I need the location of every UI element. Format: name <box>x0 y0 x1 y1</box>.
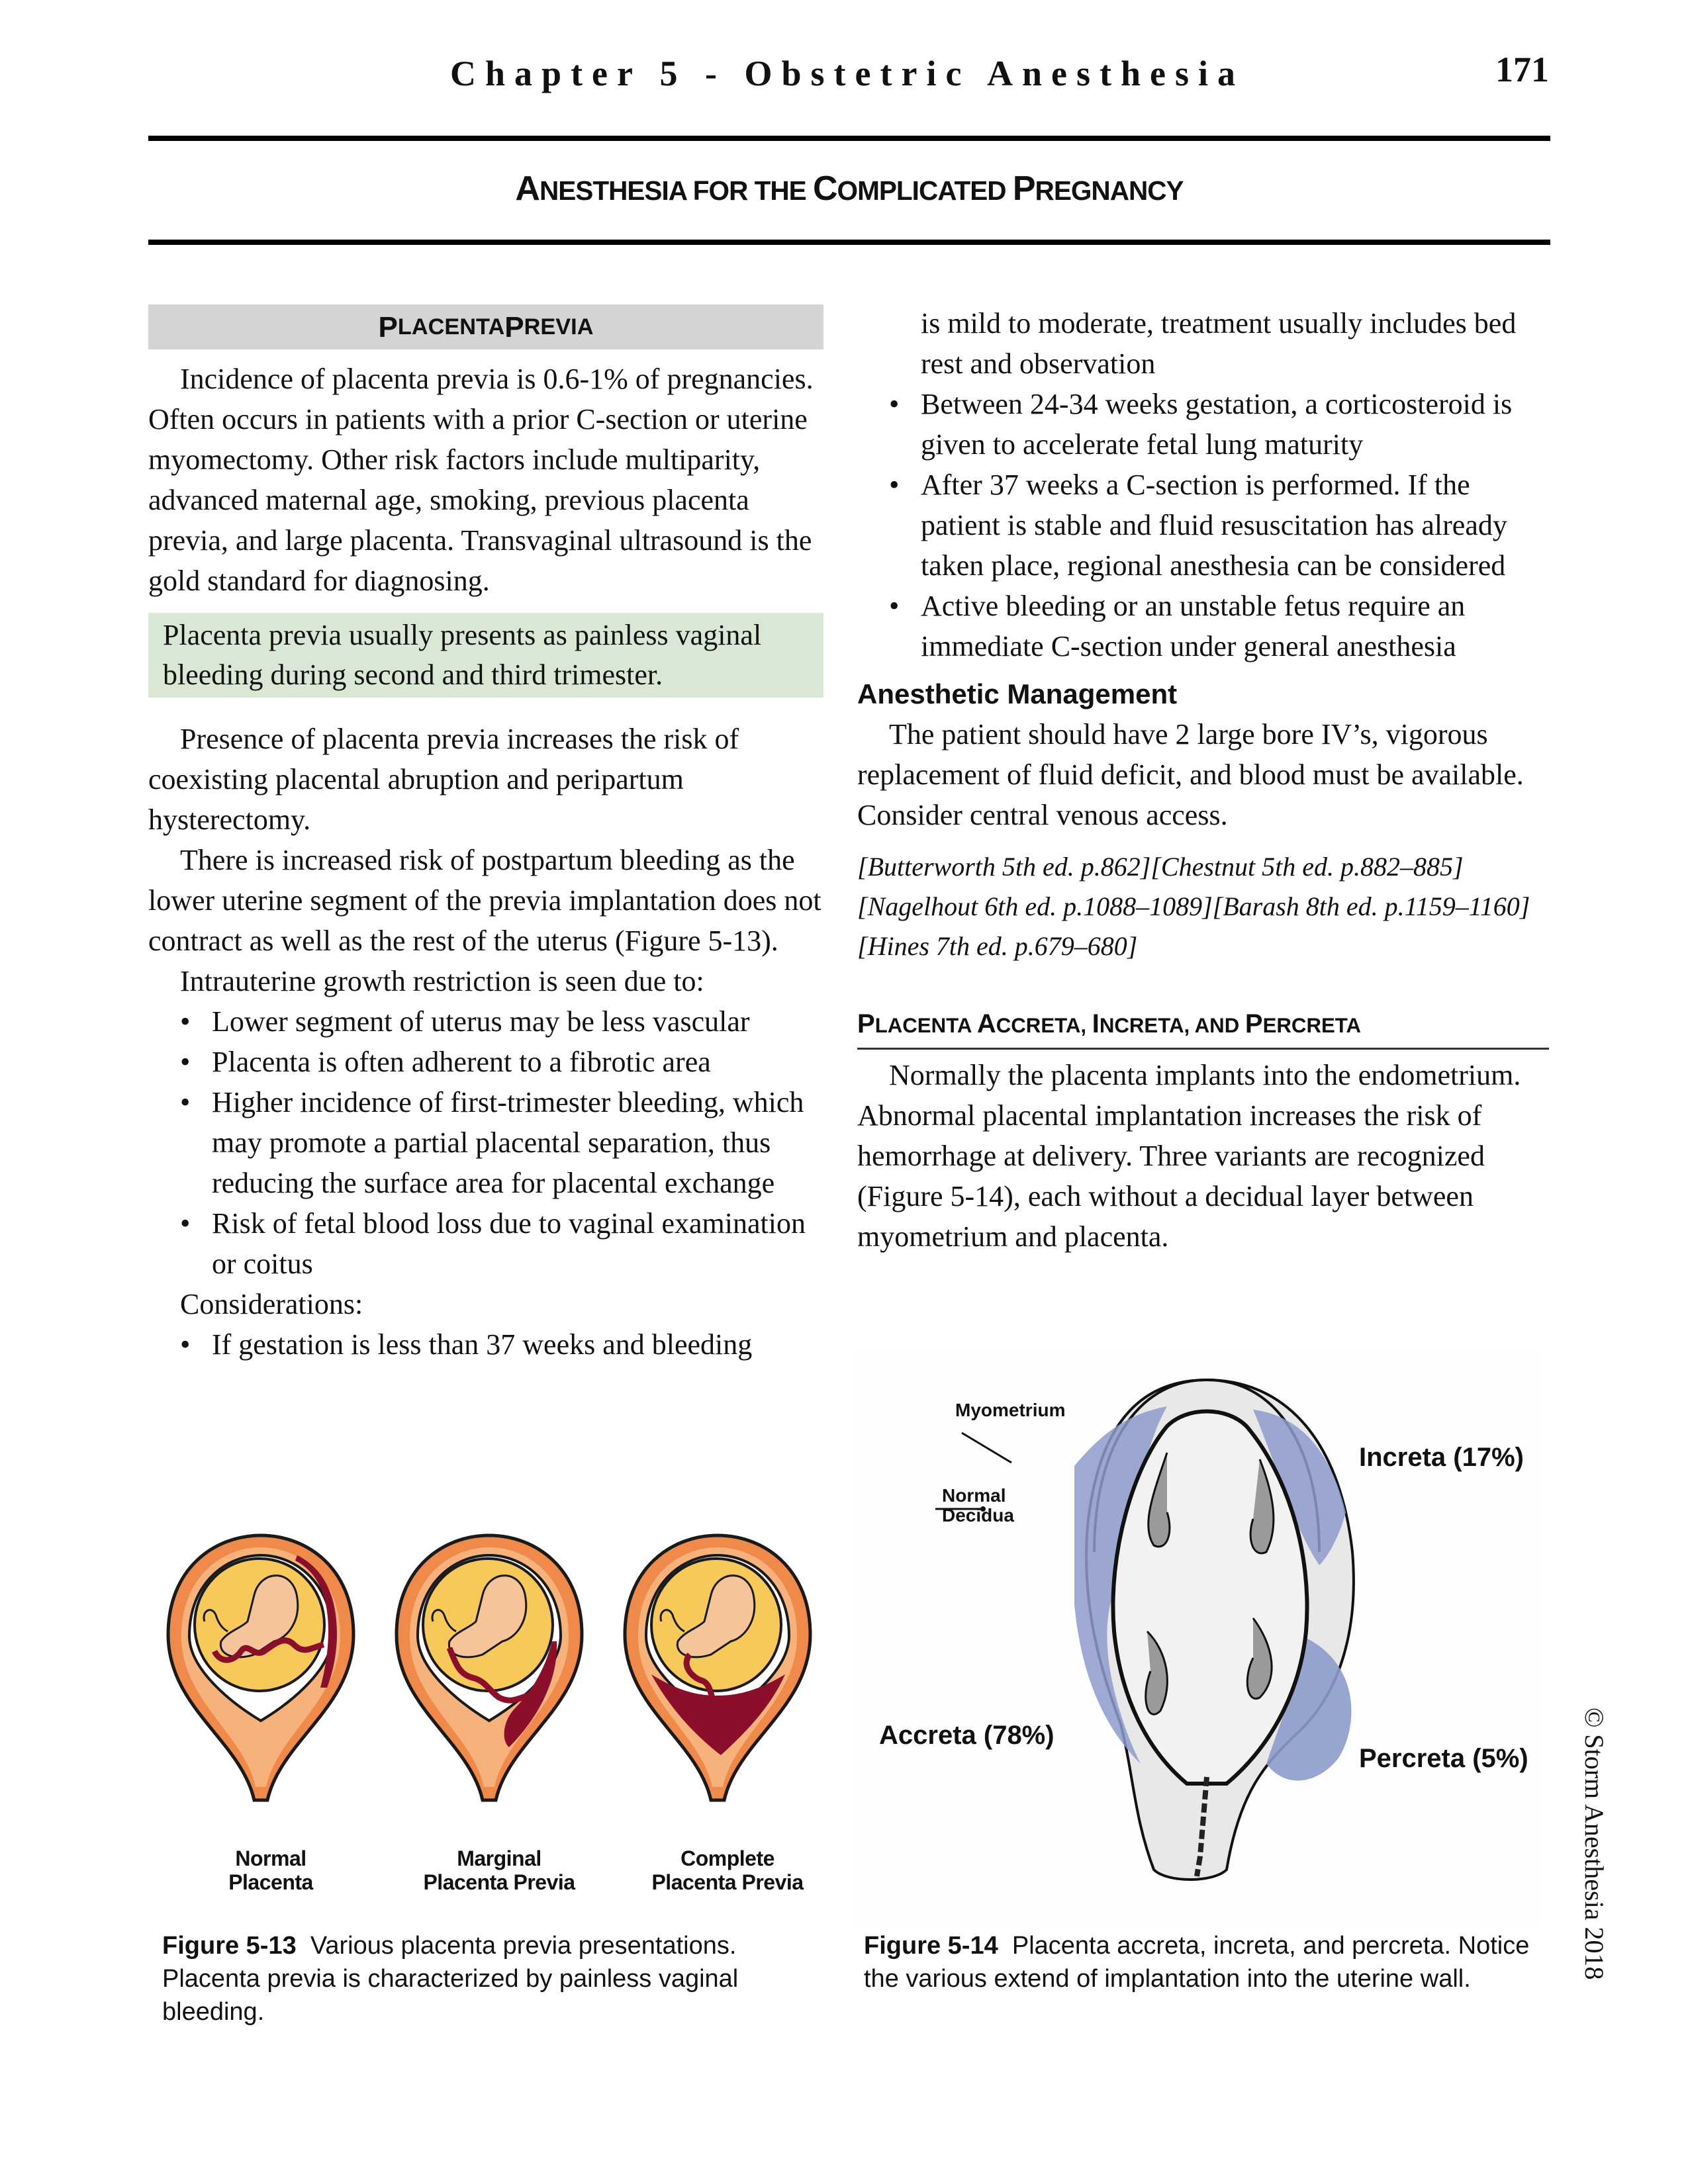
figure-label-normal <box>168 1846 373 1894</box>
list-item: • Placenta is often adherent to a fibrotic area <box>180 1042 823 1082</box>
heading-cap: I <box>1092 1009 1100 1038</box>
heading-rest: REVIA <box>524 314 594 340</box>
caption-text: Placenta accreta, increta, and percreta. Notice the various extend of implantation into the uterine wall. <box>864 1932 1530 1993</box>
list-item: • Higher incidence of first-trimester bleeding, which may promote a partial placental separation, thus reducing the surface area for placental exchange <box>180 1082 823 1203</box>
placenta-previa-illustration <box>148 1522 830 1827</box>
section-title-cap: P <box>1012 169 1035 208</box>
placenta-previa-heading <box>148 304 823 349</box>
heading-cap: P <box>1244 1009 1263 1038</box>
header-rule-bottom <box>148 240 1550 245</box>
list-item: • If gestation is less than 37 weeks and bleeding <box>180 1324 823 1365</box>
caption-label: Figure 5-14 <box>864 1932 998 1960</box>
management-bullet-list <box>857 384 1549 666</box>
heading-rest: CCRETA, <box>996 1014 1092 1037</box>
figure-5-13 <box>148 1522 830 1893</box>
section-title-rest: REGNANCY <box>1035 175 1184 206</box>
figure-label-marginal <box>397 1846 602 1894</box>
copyright-notice: © Storm Anesthesia 2018 <box>1579 1707 1609 1980</box>
label-line: Marginal <box>457 1846 541 1870</box>
complete-previa-diagram <box>625 1535 810 1800</box>
accreta-heading <box>857 1005 1549 1050</box>
considerations-bullet-list <box>148 1324 823 1365</box>
heading-cap: P <box>504 310 524 343</box>
paragraph-abruption-risk: Presence of placenta previa increases the risk of coexisting placental abruption and peripartum hysterectomy. <box>148 723 739 836</box>
chapter-title: Chapter 5 - Obstetric Anesthesia <box>450 54 1244 93</box>
considerations-label: Considerations: <box>180 1288 363 1320</box>
list-item: • After 37 weeks a C-section is performed. If the patient is stable and fluid resuscitation has already taken place, regional anesthesia can be considered <box>889 465 1549 586</box>
caption-label: Figure 5-13 <box>162 1932 297 1960</box>
label-normal-decidua <box>942 1486 1014 1525</box>
key-point-callout: Placenta previa usually presents as painless vaginal bleeding during second and third trimester. <box>148 613 823 698</box>
marginal-previa-diagram <box>397 1535 582 1800</box>
list-item: • Between 24-34 weeks gestation, a corticosteroid is given to accelerate fetal lung maturity <box>889 384 1549 465</box>
label-myometrium: Myometrium <box>955 1400 1066 1420</box>
figure-5-14-caption <box>864 1929 1532 1995</box>
list-item: • Risk of fetal blood loss due to vaginal examination or coitus <box>180 1203 823 1284</box>
running-header <box>146 50 1549 106</box>
intro-paragraph: Incidence of placenta previa is 0.6-1% of pregnancies. Often occurs in patients with a prior C-section or uterine myomectomy. Other risk factors include multiparity, advanced maternal age, smoking, previous placenta previa, and large placenta. Transvaginal ultrasound is the gold standard for diagnosing. <box>148 363 814 597</box>
label-line: Placenta Previa <box>423 1870 575 1894</box>
section-title-rest: OMPLICATED <box>837 175 1013 206</box>
label-accreta: Accreta (78%) <box>879 1721 1055 1750</box>
header-rule-top <box>148 136 1550 141</box>
label-line: Normal <box>942 1485 1006 1506</box>
label-increta: Increta (17%) <box>1359 1443 1524 1472</box>
management-paragraph: The patient should have 2 large bore IV’s, vigorous replacement of fluid deficit, and blood must be available. Consider central venous access. <box>857 718 1524 831</box>
label-line: Placenta <box>228 1870 313 1894</box>
accreta-paragraph: Normally the placenta implants into the endometrium. Abnormal placental implantation increases the risk of hemorrhage at delivery. Three variants are recognized (Figure 5-14), each without a decidual layer between myometrium and placenta. <box>857 1059 1521 1253</box>
heading-cap: A <box>976 1009 996 1038</box>
iugr-bullet-list <box>148 1001 823 1284</box>
page-number: 171 <box>1495 50 1549 89</box>
placenta-accreta-illustration <box>856 1353 1541 1923</box>
right-column <box>857 303 1549 1257</box>
label-percreta: Percreta (5%) <box>1359 1744 1528 1773</box>
references: [Butterworth 5th ed. p.862][Chestnut 5th ed. p.882–885] [Nagelhout 6th ed. p.1088–1089][Barash 8th ed. p.1159–1160][Hines 7th ed. p.679–680] <box>857 852 1530 961</box>
figure-5-14 <box>856 1353 1541 1923</box>
heading-rest: LACENTA <box>874 1014 977 1037</box>
section-title-rest: NESTHESIA FOR THE <box>539 175 813 206</box>
anesthetic-management-heading: Anesthetic Management <box>857 678 1178 709</box>
paragraph-postpartum-bleeding: There is increased risk of postpartum bleeding as the lower uterine segment of the previa implantation does not contract as well as the rest of the uterus (Figure 5-13). <box>148 844 821 957</box>
heading-rest: LACENTA <box>397 314 505 340</box>
label-line: Normal <box>235 1846 306 1870</box>
heading-rest: NCRETA, AND <box>1099 1014 1245 1037</box>
label-line: Complete <box>680 1846 774 1870</box>
section-title-cap: A <box>515 169 539 208</box>
list-item: • Active bleeding or an unstable fetus require an immediate C-section under general anesthesia <box>889 586 1549 666</box>
label-line: Placenta Previa <box>651 1870 804 1894</box>
iugr-intro: Intrauterine growth restriction is seen due to: <box>180 965 704 997</box>
normal-placenta-diagram <box>168 1535 353 1800</box>
list-item: • Lower segment of uterus may be less vascular <box>180 1001 823 1042</box>
left-column <box>148 304 823 1365</box>
bullet-continuation: is mild to moderate, treatment usually includes bed rest and observation <box>921 307 1517 380</box>
heading-cap: P <box>857 1009 875 1038</box>
label-line: Decidua <box>942 1505 1014 1525</box>
section-title-cap: C <box>812 169 837 208</box>
caption-text: Various placenta previa presentations. Placenta previa is characterized by painless vaginal bleeding. <box>162 1932 739 2026</box>
heading-rest: ERCRETA <box>1262 1014 1362 1037</box>
figure-5-13-caption <box>162 1929 798 2028</box>
heading-cap: P <box>378 310 398 343</box>
section-title <box>148 169 1550 208</box>
figure-label-complete <box>625 1846 830 1894</box>
